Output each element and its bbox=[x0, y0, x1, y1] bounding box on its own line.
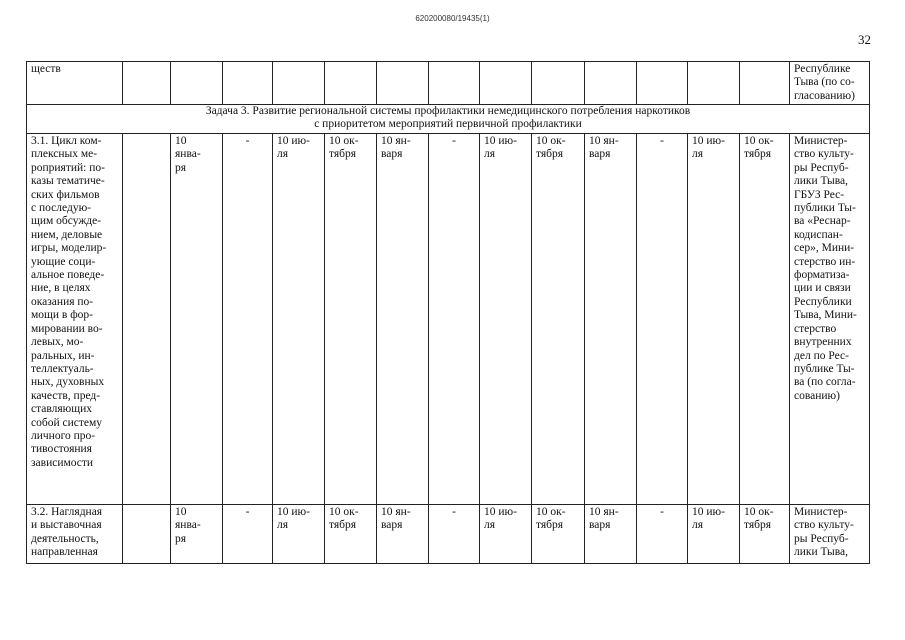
dash-cell: - bbox=[637, 134, 688, 505]
date-cell: 10 ян- варя bbox=[585, 134, 637, 505]
dash-cell: - bbox=[223, 505, 273, 564]
table-cell bbox=[123, 134, 171, 505]
table-cell bbox=[532, 62, 585, 105]
table-row bbox=[27, 62, 870, 105]
date-cell: 10 ян- варя bbox=[585, 505, 637, 564]
task-heading: Задача 3. Развитие региональной системы профилактики немедицинского потребления наркотиков с приоритетом мероприятий первичной профилактики bbox=[27, 105, 870, 134]
table-cell: Республике Тыва (по со- гласованию) bbox=[790, 62, 870, 105]
table-cell bbox=[123, 505, 171, 564]
dash-cell: - bbox=[223, 134, 273, 505]
date-cell: 10 ок- тября bbox=[740, 505, 790, 564]
table-cell bbox=[223, 62, 273, 105]
dash-cell: - bbox=[637, 505, 688, 564]
table-cell: ществ bbox=[27, 62, 123, 105]
date-cell: 10 янва- ря bbox=[171, 505, 223, 564]
table-cell bbox=[585, 62, 637, 105]
date-cell: 10 ок- тября bbox=[325, 134, 377, 505]
table-cell bbox=[429, 62, 480, 105]
table-cell bbox=[740, 62, 790, 105]
table-cell bbox=[273, 62, 325, 105]
date-cell: 10 ян- варя bbox=[377, 505, 429, 564]
date-cell: 10 ию- ля bbox=[688, 505, 740, 564]
table-row bbox=[27, 505, 870, 564]
dash-cell: - bbox=[429, 134, 480, 505]
date-cell: 10 ию- ля bbox=[480, 134, 532, 505]
task-heading-row bbox=[27, 105, 870, 134]
date-cell: 10 ию- ля bbox=[480, 505, 532, 564]
date-cell: 10 ян- варя bbox=[377, 134, 429, 505]
date-cell: 10 ию- ля bbox=[688, 134, 740, 505]
plan-table bbox=[26, 61, 870, 564]
date-cell: 10 ок- тября bbox=[532, 505, 585, 564]
date-cell: 10 ок- тября bbox=[532, 134, 585, 505]
table-cell bbox=[637, 62, 688, 105]
responsible-cell: Министер- ство культу- ры Респуб- лики Тыва, ГБУЗ Рес- публики Ты- ва «Реснар- кодиспан- сер», Мини- стерство ин- форматиза- ции и связи Республики Тыва, Мини- стерство внутренних дел по Рес- публике Ты- ва (по согла- сованию) bbox=[790, 134, 870, 505]
table-cell bbox=[171, 62, 223, 105]
date-cell: 10 ок- тября bbox=[740, 134, 790, 505]
table-row bbox=[27, 134, 870, 505]
table-cell bbox=[325, 62, 377, 105]
responsible-cell: Министер- ство культу- ры Респуб- лики Тыва, bbox=[790, 505, 870, 564]
date-cell: 10 янва- ря bbox=[171, 134, 223, 505]
date-cell: 10 ию- ля bbox=[273, 505, 325, 564]
table-cell bbox=[480, 62, 532, 105]
page-number: 32 bbox=[858, 32, 871, 47]
table-cell bbox=[377, 62, 429, 105]
table-cell bbox=[688, 62, 740, 105]
dash-cell: - bbox=[429, 505, 480, 564]
activity-name-cell: 3.1. Цикл ком- плексных ме- роприятий: по- казы тематиче- ских фильмов с последую- щим обсужде- нием, деловые игры, моделир- ующие соци- альное поведе- ние, в целях оказания по- мощи в фор- мировании во- левых, мо- ральных, ин- теллектуаль- ных, духовных качеств, пред- ставляющих собой систему личного про- тивостояния зависимости bbox=[27, 134, 123, 505]
activity-name-cell: 3.2. Наглядная и выставочная деятельность, направленная bbox=[27, 505, 123, 564]
document-id: 620200080/19435(1) bbox=[415, 14, 490, 23]
date-cell: 10 ию- ля bbox=[273, 134, 325, 505]
table-cell bbox=[123, 62, 171, 105]
date-cell: 10 ок- тября bbox=[325, 505, 377, 564]
